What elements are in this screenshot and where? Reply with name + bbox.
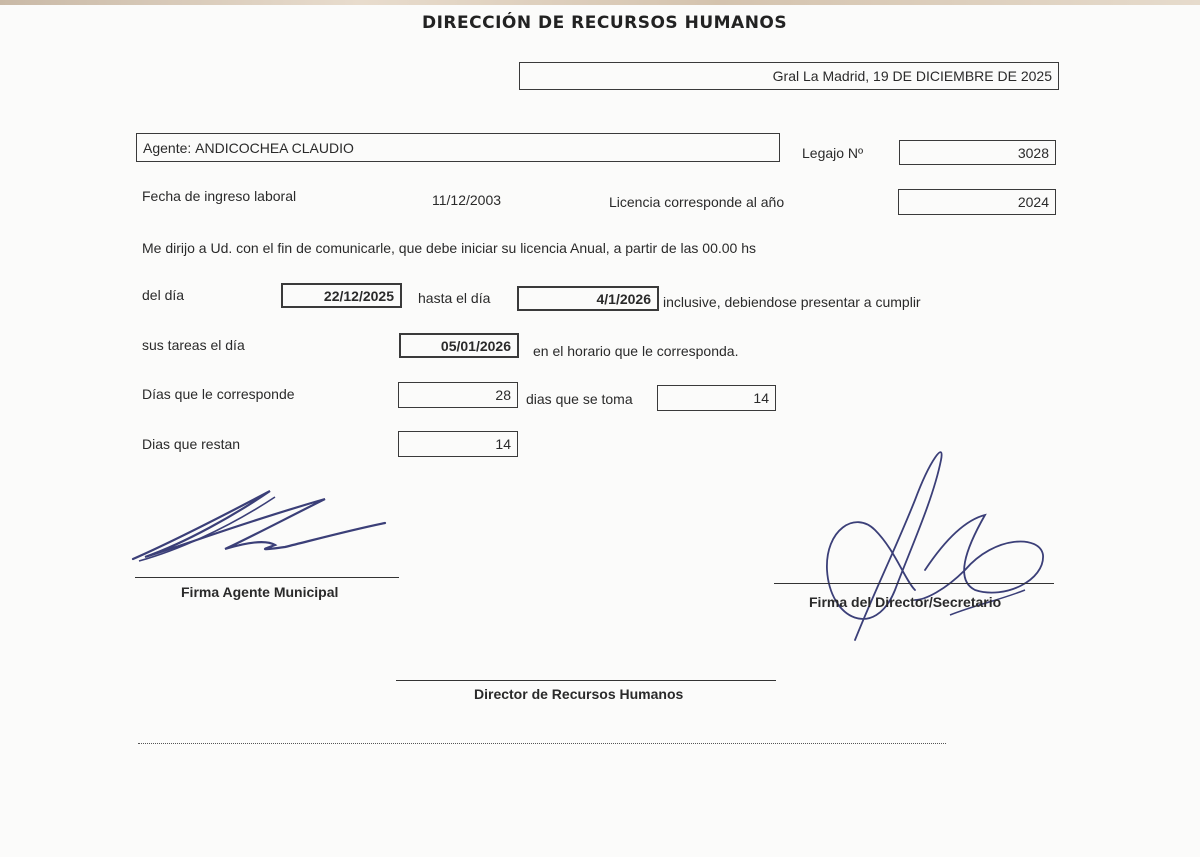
legajo-label: Legajo Nº <box>802 145 864 161</box>
dias-toma-field <box>657 385 776 411</box>
director-signature-label: Firma del Director/Secretario <box>809 594 1002 610</box>
director-signature-icon <box>815 440 1055 645</box>
legajo-value: 3028 <box>1017 144 1049 161</box>
agent-field <box>136 133 780 162</box>
licencia-anio-label: Licencia corresponde al año <box>609 194 785 210</box>
dias-toma-label: dias que se toma <box>526 391 633 407</box>
agent-signature-label: Firma Agente Municipal <box>181 584 339 600</box>
del-dia-label: del día <box>142 287 185 303</box>
legajo-field <box>899 140 1056 165</box>
dias-corresponde-value: 28 <box>495 387 511 403</box>
reintegro-suffix: en el horario que le corresponda. <box>533 343 739 359</box>
fecha-reintegro-value: 05/01/2026 <box>440 337 511 354</box>
rrhh-signature-label: Director de Recursos Humanos <box>474 686 684 702</box>
dias-toma-value: 14 <box>753 390 769 406</box>
dias-restan-value: 14 <box>495 436 511 452</box>
dias-restan-field <box>398 431 518 457</box>
fecha-hasta-field <box>517 286 659 311</box>
licencia-anio-value: 2024 <box>1017 194 1049 210</box>
fecha-reintegro-field <box>399 333 519 358</box>
hasta-label: hasta el día <box>418 290 491 306</box>
reintegro-label: sus tareas el día <box>142 337 245 353</box>
licencia-anio-field <box>898 189 1056 215</box>
fecha-hasta-value: 4/1/2026 <box>596 290 651 307</box>
body-text: Me dirijo a Ud. con el fin de comunicarle, que debe iniciar su licencia Anual, a partir de las 00.00 hs <box>142 240 757 256</box>
place-date-field <box>519 62 1059 90</box>
dias-restan-label: Dias que restan <box>142 436 241 452</box>
agent-name: ANDICOCHEA CLAUDIO <box>195 139 354 156</box>
agent-label: Agente: <box>143 139 192 156</box>
paper-edge <box>0 0 1200 5</box>
dias-corresponde-label: Días que le corresponde <box>142 386 295 402</box>
director-signature-line <box>774 583 1054 584</box>
dias-corresponde-field <box>398 382 518 408</box>
agent-signature-line <box>135 577 399 578</box>
ingreso-label: Fecha de ingreso laboral <box>142 188 297 204</box>
rrhh-signature-line <box>396 680 776 681</box>
dotted-divider <box>138 743 946 744</box>
periodo-suffix: inclusive, debiendose presentar a cumplir <box>663 294 921 310</box>
place-date-value: Gral La Madrid, 19 DE DICIEMBRE DE 2025 <box>772 68 1052 84</box>
fecha-desde-value: 22/12/2025 <box>323 287 394 304</box>
ingreso-value: 11/12/2003 <box>432 192 502 208</box>
page-title: DIRECCIÓN DE RECURSOS HUMANOS <box>422 13 788 33</box>
fecha-desde-field <box>281 283 402 308</box>
agent-signature-icon <box>125 485 395 570</box>
